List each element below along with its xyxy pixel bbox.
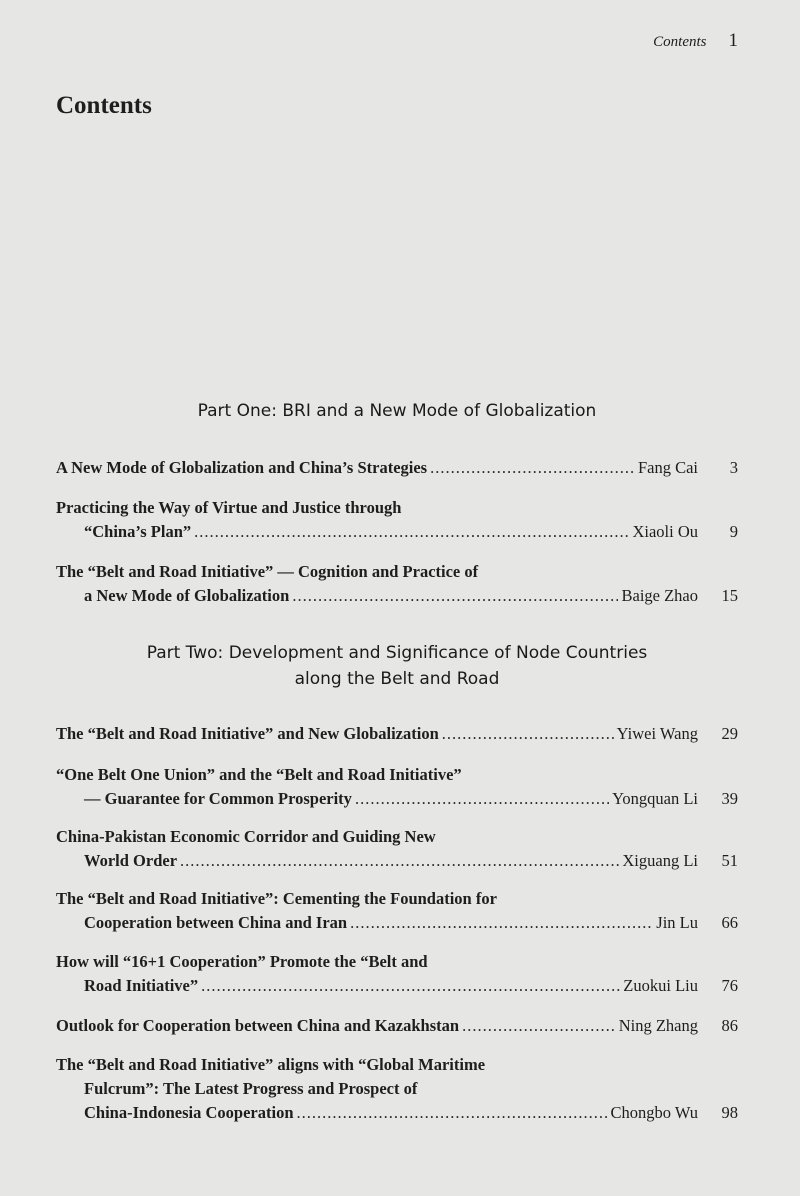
toc-entry-page: 66 — [721, 913, 738, 932]
toc-entry-page: 51 — [721, 851, 738, 870]
toc-entry-author: Yongquan Li — [612, 789, 698, 808]
toc-entry[interactable] — [56, 887, 738, 935]
toc-entry-title: — Guarantee for Common Prosperity — [84, 789, 352, 808]
toc-entry-title: The “Belt and Road Initiative” and New Globalization — [56, 724, 439, 743]
toc-entry-title: The “Belt and Road Initiative” aligns with “Global Maritime — [56, 1055, 486, 1074]
toc-entry-page: 86 — [721, 1016, 738, 1035]
page-title: Contents — [56, 92, 152, 119]
toc-entry[interactable] — [56, 950, 738, 998]
toc-entry[interactable] — [56, 456, 738, 480]
toc-entry-page: 76 — [721, 976, 738, 995]
toc-entry[interactable] — [56, 1014, 738, 1038]
toc-entry-line — [56, 825, 738, 849]
toc-entry-title: Cooperation between China and Iran — [84, 913, 348, 932]
toc-entry-line — [56, 496, 738, 520]
toc-entry-page: 29 — [721, 724, 738, 743]
toc-entry-author: Yiwei Wang — [616, 724, 698, 743]
dot-leader — [292, 584, 618, 608]
toc-entry-page: 9 — [729, 522, 738, 541]
dot-leader — [350, 911, 653, 935]
toc-entry-line — [56, 911, 738, 935]
dot-leader — [462, 1014, 616, 1038]
toc-entry-author: Baige Zhao — [621, 586, 698, 605]
toc-entry-line — [56, 849, 738, 873]
running-header — [653, 30, 738, 52]
part-heading-line: Part Two: Development and Significance of Node Countries — [146, 643, 648, 663]
toc-entry-page: 39 — [721, 789, 738, 808]
toc-entry-line — [56, 722, 738, 746]
dot-leader — [201, 974, 620, 998]
toc-entry-line — [56, 1014, 738, 1038]
toc-entry-author: Fang Cai — [637, 458, 698, 477]
toc-entry-author: Chongbo Wu — [610, 1103, 698, 1122]
toc-entry-title: “One Belt One Union” and the “Belt and Road Initiative” — [56, 765, 462, 784]
dot-leader — [430, 456, 635, 480]
toc-entry-title: Outlook for Cooperation between China and Kazakhstan — [56, 1016, 460, 1035]
toc-entry[interactable] — [56, 763, 738, 811]
toc-entry-line — [56, 1101, 738, 1125]
toc-entry-line — [56, 950, 738, 974]
dot-leader — [194, 520, 629, 544]
toc-entry-author: Zuokui Liu — [623, 976, 698, 995]
toc-entry-line — [56, 584, 738, 608]
dot-leader — [355, 787, 609, 811]
toc-entry-line — [56, 787, 738, 811]
page-number: 1 — [728, 30, 738, 51]
toc-entry-page: 15 — [721, 586, 738, 605]
toc-entry-line — [56, 763, 738, 787]
part-heading-line: Part One: BRI and a New Mode of Globalization — [197, 401, 597, 421]
toc-entry[interactable] — [56, 722, 738, 746]
toc-entry-title: How will “16+1 Cooperation” Promote the “Belt and — [56, 952, 428, 971]
toc-entry-title: China-Pakistan Economic Corridor and Guiding New — [56, 827, 436, 846]
toc-entry-title: The “Belt and Road Initiative” — Cognition and Practice of — [56, 562, 479, 581]
part-heading-line: along the Belt and Road — [294, 669, 500, 689]
toc-entry-title: Road Initiative” — [84, 976, 199, 995]
toc-entry-title: “China’s Plan” — [84, 522, 192, 541]
toc-entry[interactable] — [56, 825, 738, 873]
toc-entry-author: Ning Zhang — [618, 1016, 698, 1035]
toc-entry-title: a New Mode of Globalization — [84, 586, 290, 605]
toc-entry[interactable] — [56, 1053, 738, 1125]
toc-entry-page: 3 — [729, 458, 738, 477]
toc-entry-line — [56, 1053, 738, 1077]
toc-entry-author: Jin Lu — [656, 913, 698, 932]
dot-leader — [180, 849, 619, 873]
dot-leader — [297, 1101, 608, 1125]
toc-entry-line — [56, 520, 738, 544]
toc-entry[interactable] — [56, 560, 738, 608]
toc-entry-title: China-Indonesia Cooperation — [84, 1103, 294, 1122]
toc-entry[interactable] — [56, 496, 738, 544]
toc-entry-line — [56, 456, 738, 480]
dot-leader — [442, 722, 614, 746]
toc-entry-title: Fulcrum”: The Latest Progress and Prospect of — [84, 1079, 418, 1098]
running-title: Contents — [653, 34, 707, 50]
toc-entry-author: Xiaoli Ou — [632, 522, 698, 541]
toc-entry-page: 98 — [721, 1103, 738, 1122]
toc-entry-line — [56, 1077, 738, 1101]
part-heading — [56, 640, 738, 692]
toc-entry-author: Xiguang Li — [622, 851, 698, 870]
toc-entry-title: The “Belt and Road Initiative”: Cementing the Foundation for — [56, 889, 497, 908]
toc-entry-title: World Order — [84, 851, 178, 870]
toc-entry-line — [56, 887, 738, 911]
toc-entry-title: A New Mode of Globalization and China’s Strategies — [56, 458, 428, 477]
toc-entry-line — [56, 974, 738, 998]
toc-entry-title: Practicing the Way of Virtue and Justice through — [56, 498, 402, 517]
part-heading — [56, 398, 738, 424]
toc-entry-line — [56, 560, 738, 584]
